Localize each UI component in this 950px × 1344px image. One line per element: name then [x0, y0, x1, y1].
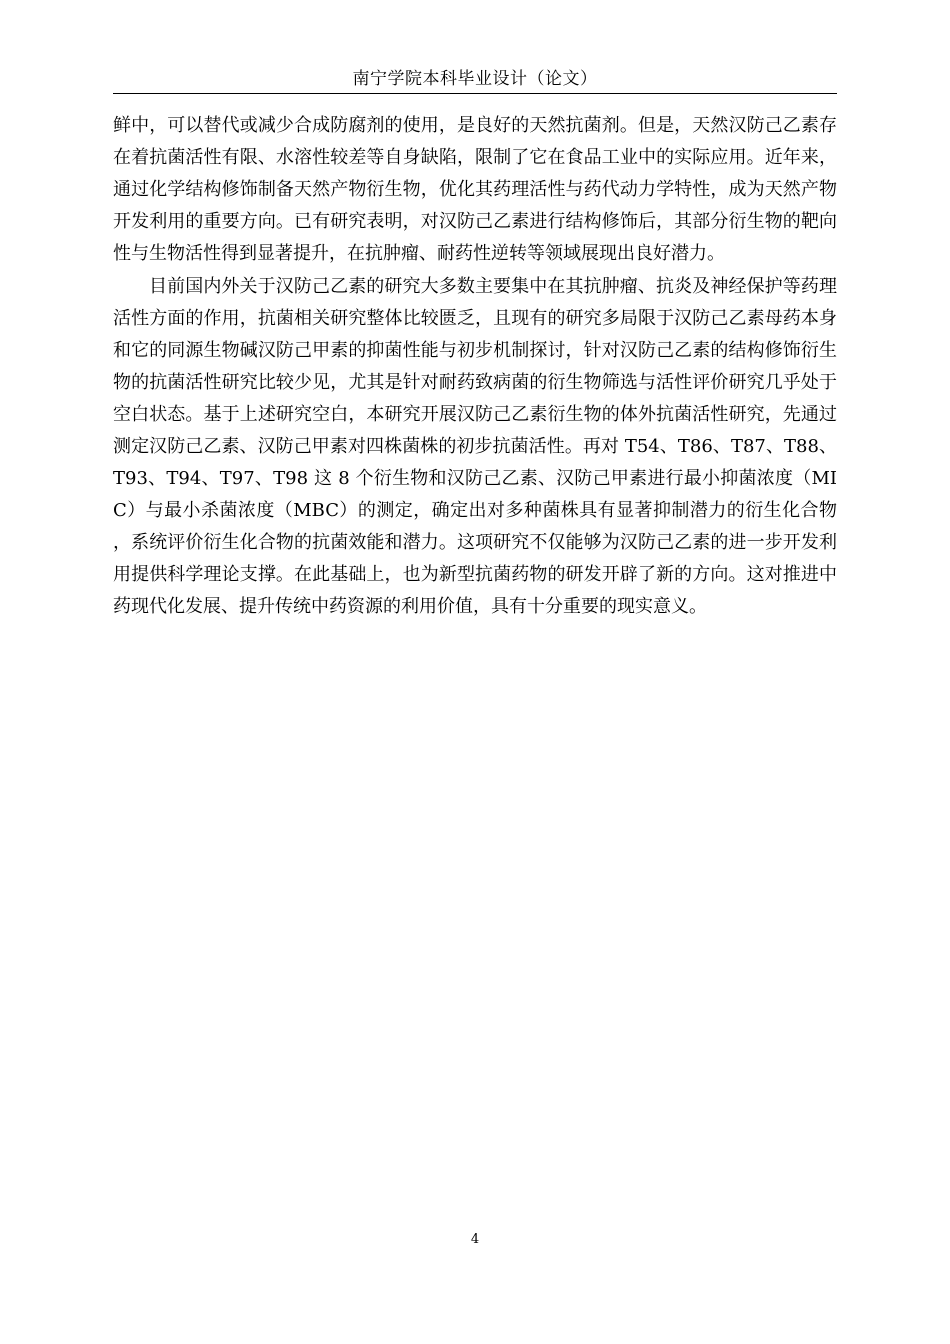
page-number: 4	[470, 1232, 480, 1247]
paragraph-research-overview: 目前国内外关于汉防己乙素的研究大多数主要集中在其抗肿瘤、抗炎及神经保护等药理活性方面的作用，抗菌相关研究整体比较匮乏，且现有的研究多局限于汉防己乙素母药本身和它的同源生物碱汉防己甲素的抑菌性能与初步机制探讨，针对汉防己乙素的结构修饰衍生物的抗菌活性研究比较少见，尤其是针对耐药致病菌的衍生物筛选与活性评价研究几乎处于空白状态。基于上述研究空白，本研究开展汉防己乙素衍生物的体外抗菌活性研究，先通过测定汉防己乙素、汉防己甲素对四株菌株的初步抗菌活性。再对 T54、T86、T87、T88、T93、T94、T97、T98 这 8 个衍生物和汉防己乙素、汉防己甲素进行最小抑菌浓度（MIC）与最小杀菌浓度（MBC）的测定，确定出对多种菌株具有显著抑制潜力的衍生化合物，系统评价衍生化合物的抗菌效能和潜力。这项研究不仅能够为汉防己乙素的进一步开发利用提供科学理论支撑。在此基础上，也为新型抗菌药物的研发开辟了新的方向。这对推进中药现代化发展、提升传统中药资源的利用价值，具有十分重要的现实意义。	[113, 276, 837, 617]
header-title: 南宁学院本科毕业设计（论文）	[352, 69, 598, 89]
body-text	[113, 110, 837, 623]
page-header	[113, 68, 837, 94]
paragraph-continuation: 鲜中，可以替代或减少合成防腐剂的使用，是良好的天然抗菌剂。但是，天然汉防己乙素存在着抗菌活性有限、水溶性较差等自身缺陷，限制了它在食品工业中的实际应用。近年来，通过化学结构修饰制备天然产物衍生物，优化其药理活性与药代动力学特性，成为天然产物开发利用的重要方向。已有研究表明，对汉防己乙素进行结构修饰后，其部分衍生物的靶向性与生物活性得到显著提升，在抗肿瘤、耐药性逆转等领域展现出良好潜力。	[113, 115, 837, 264]
